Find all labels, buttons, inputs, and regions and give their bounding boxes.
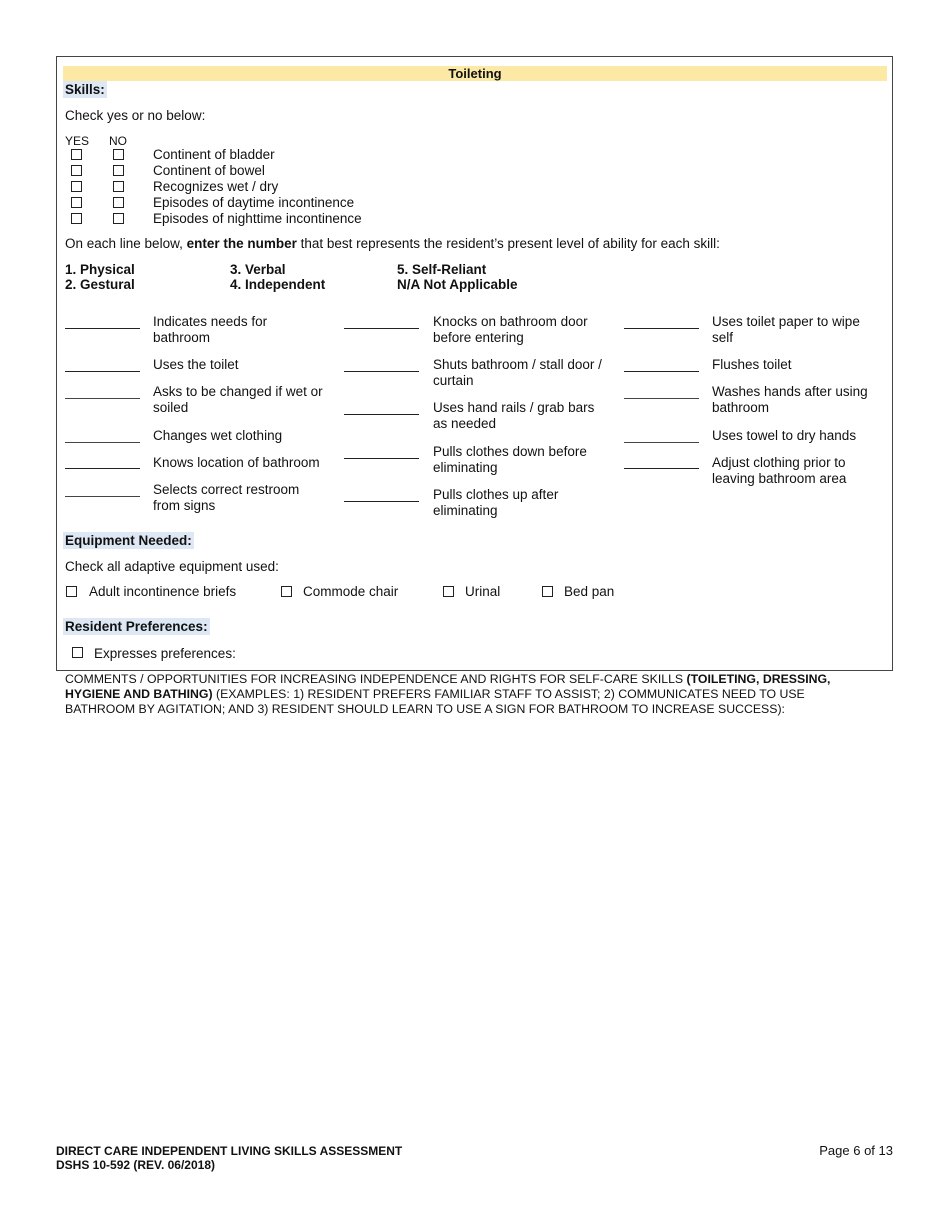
no-checkbox[interactable] <box>113 181 124 192</box>
skills-heading: Skills: <box>65 82 105 97</box>
yes-checkbox[interactable] <box>71 181 82 192</box>
scale-item: 4. Independent <box>230 277 326 292</box>
rating-entry-line[interactable] <box>344 414 419 415</box>
rating-entry-line[interactable] <box>344 501 419 502</box>
equipment-label: Bed pan <box>564 584 615 599</box>
equipment-checkbox[interactable] <box>542 586 553 597</box>
yes-checkbox[interactable] <box>71 165 82 176</box>
rating-entry-line[interactable] <box>624 468 699 469</box>
skill-label: Shuts bathroom / stall door / curtain <box>433 357 602 388</box>
rating-entry-line[interactable] <box>65 496 140 497</box>
skill-label: Changes wet clothing <box>153 428 283 443</box>
skill-label: Uses the toilet <box>153 357 239 372</box>
skill-label: Selects correct restroom from signs <box>153 482 300 513</box>
no-checkbox[interactable] <box>113 165 124 176</box>
rating-entry-line[interactable] <box>65 371 140 372</box>
yes-checkbox[interactable] <box>71 197 82 208</box>
skill-label: Pulls clothes up after eliminating <box>433 487 559 518</box>
skills-instruction: Check yes or no below: <box>65 108 206 123</box>
skill-label: Uses toilet paper to wipe self <box>712 314 860 345</box>
equipment-label: Adult incontinence briefs <box>89 584 237 599</box>
skill-label: Knocks on bathroom door before entering <box>433 314 588 345</box>
preferences-heading: Resident Preferences: <box>65 619 208 634</box>
form-title: DIRECT CARE INDEPENDENT LIVING SKILLS ASSESSMENT <box>56 1144 403 1158</box>
preferences-checkbox[interactable] <box>72 647 83 658</box>
scale-item: 1. Physical <box>65 262 135 277</box>
no-checkbox[interactable] <box>113 149 124 160</box>
no-checkbox[interactable] <box>113 213 124 224</box>
rating-entry-line[interactable] <box>624 328 699 329</box>
form-number: DSHS 10-592 (REV. 06/2018) <box>56 1158 215 1172</box>
rating-entry-line[interactable] <box>65 442 140 443</box>
skill-label: Flushes toilet <box>712 357 792 372</box>
equipment-checkbox[interactable] <box>443 586 454 597</box>
rating-entry-line[interactable] <box>65 328 140 329</box>
rating-entry-line[interactable] <box>624 398 699 399</box>
equipment-instruction: Check all adaptive equipment used: <box>65 559 279 574</box>
skill-label: Adjust clothing prior to leaving bathroom area <box>712 455 847 486</box>
rating-entry-line[interactable] <box>624 371 699 372</box>
comments-prompt <box>65 672 865 717</box>
checklist-item: Episodes of daytime incontinence <box>153 195 355 210</box>
rating-instruction <box>65 236 720 252</box>
rating-entry-line[interactable] <box>624 442 699 443</box>
equipment-label: Commode chair <box>303 584 399 599</box>
equipment-label: Urinal <box>465 584 501 599</box>
scale-item: 5. Self-Reliant <box>397 262 487 277</box>
skill-label: Knows location of bathroom <box>153 455 320 470</box>
checklist-item: Continent of bladder <box>153 147 275 162</box>
no-checkbox[interactable] <box>113 197 124 208</box>
page-number: Page 6 of 13 <box>819 1143 893 1158</box>
scale-item: 2. Gestural <box>65 277 135 292</box>
comments-bold: (TOILETING, DRESSING, HYGIENE AND BATHING) <box>65 672 831 701</box>
comments-post: (EXAMPLES: 1) RESIDENT PREFERS FAMILIAR STAFF TO ASSIST; 2) COMMUNICATES NEED TO USE BATHROOM BY AGITATION; AND 3) RESIDENT SHOULD LEARN TO USE A SIGN FOR BATHROOM TO INCREASE SUCCESS): <box>65 687 805 716</box>
rating-entry-line[interactable] <box>344 328 419 329</box>
no-label: NO <box>109 134 127 148</box>
yes-checkbox[interactable] <box>71 213 82 224</box>
equipment-checkbox[interactable] <box>66 586 77 597</box>
rating-entry-line[interactable] <box>344 371 419 372</box>
skill-label: Indicates needs for bathroom <box>153 314 268 345</box>
section-title: Toileting <box>63 66 887 81</box>
rating-instruction-post: that best represents the resident’s present level of ability for each skill: <box>296 236 720 251</box>
checklist-item: Continent of bowel <box>153 163 265 178</box>
skill-label: Washes hands after using bathroom <box>712 384 868 415</box>
equipment-checkbox[interactable] <box>281 586 292 597</box>
rating-instruction-bold: enter the number <box>186 236 297 251</box>
comments-pre: COMMENTS / OPPORTUNITIES FOR INCREASING INDEPENDENCE AND RIGHTS FOR SELF-CARE SKILLS <box>65 672 687 686</box>
scale-item: 3. Verbal <box>230 262 286 277</box>
preferences-label: Expresses preferences: <box>94 646 236 661</box>
checklist-item: Recognizes wet / dry <box>153 179 279 194</box>
rating-entry-line[interactable] <box>344 458 419 459</box>
yes-label: YES <box>65 134 90 148</box>
skill-label: Pulls clothes down before eliminating <box>433 444 587 475</box>
skill-label: Uses towel to dry hands <box>712 428 857 443</box>
rating-entry-line[interactable] <box>65 398 140 399</box>
rating-entry-line[interactable] <box>65 468 140 469</box>
rating-instruction-pre: On each line below, <box>65 236 187 251</box>
skill-label: Uses hand rails / grab bars as needed <box>433 400 595 431</box>
skill-label: Asks to be changed if wet or soiled <box>153 384 323 415</box>
checklist-item: Episodes of nighttime incontinence <box>153 211 362 226</box>
scale-item: N/A Not Applicable <box>397 277 518 292</box>
yes-checkbox[interactable] <box>71 149 82 160</box>
equipment-heading: Equipment Needed: <box>65 533 192 548</box>
